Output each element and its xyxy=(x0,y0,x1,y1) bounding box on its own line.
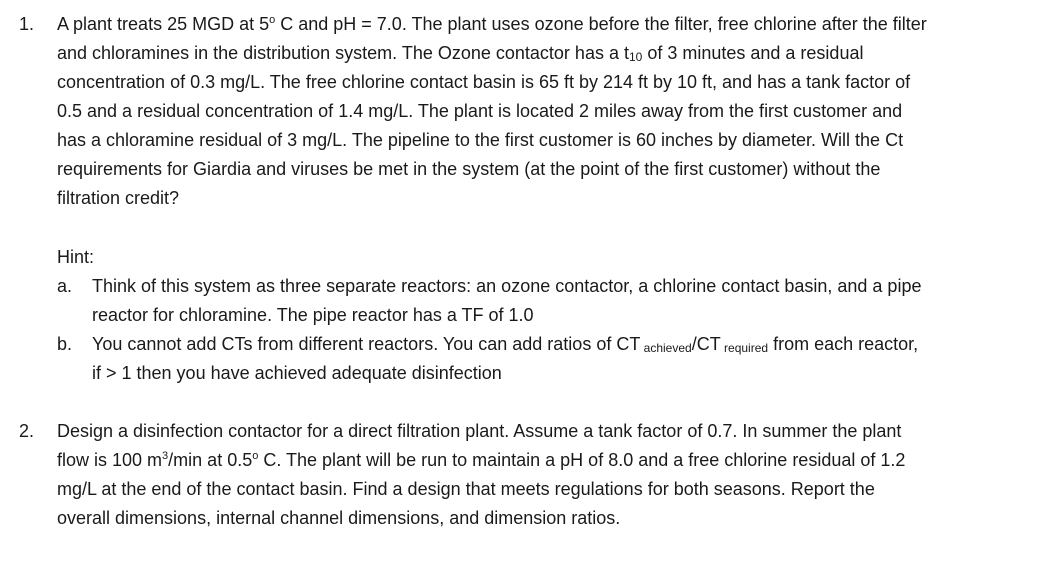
hint-a-line-1: Think of this system as three separate reactors: an ozone contactor, a chlorine contact basin, and a pipe xyxy=(92,276,922,296)
problem-1-line-1: A plant treats 25 MGD at 5$^o$ C and pH = 7.0. The plant uses ozone before the filter, free chlorine after the filter xyxy=(57,14,927,34)
hint-b-line-2: if > 1 then you have achieved adequate disinfection xyxy=(92,363,502,383)
ct-achieved-subscript: achieved xyxy=(640,341,692,355)
hint-b-letter: b. xyxy=(57,334,73,354)
hint-a-text xyxy=(92,272,1042,330)
t10-subscript: 10 xyxy=(628,50,643,64)
problem-2-line-1: Design a disinfection contactor for a direct filtration plant. Assume a tank factor of 0.7. In summer the plant xyxy=(57,421,902,441)
problem-1-line-6: requirements for Giardia and viruses be met in the system (at the point of the first customer) without the xyxy=(57,159,881,179)
degree-symbol: o xyxy=(269,14,276,26)
problem-2-line-4: overall dimensions, internal channel dimensions, and dimension ratios. xyxy=(57,508,621,528)
hint-a-letter: a. xyxy=(57,276,73,296)
hint-title: Hint: xyxy=(57,247,95,267)
problem-2-text xyxy=(57,417,1042,533)
problem-2-number: 2. xyxy=(19,421,35,441)
problem-1-number: 1. xyxy=(19,14,35,34)
problem-2-line-3: mg/L at the end of the contact basin. Find a design that meets regulations for both seasons. Report the xyxy=(57,479,875,499)
problem-1-text xyxy=(57,10,1042,213)
problem-1-line-4: 0.5 and a residual concentration of 1.4 mg/L. The plant is located 2 miles away from the first customer and xyxy=(57,101,903,121)
hint-b-text xyxy=(92,330,1042,388)
problem-1-line-2: and chloramines in the distribution system. The Ozone contactor has a $t_{10}$ of 3 minutes and a residual xyxy=(57,43,864,64)
ct-required-subscript: required xyxy=(720,341,769,355)
problem-1-line-5: has a chloramine residual of 3 mg/L. The pipeline to the first customer is 60 inches by diameter. Will the Ct xyxy=(57,130,904,150)
problem-2-line-2: flow is 100 $m^3/\min$ at 0.5$^o$ C. The plant will be run to maintain a pH of 8.0 and a free chlorine residual of 1.2 xyxy=(57,450,906,470)
problem-1-line-3: concentration of 0.3 mg/L. The free chlorine contact basin is 65 ft by 214 ft by 10 ft, and has a tank factor of xyxy=(57,72,911,92)
degree-symbol: o xyxy=(252,450,259,462)
hint-a-line-2: reactor for chloramine. The pipe reactor has a TF of 1.0 xyxy=(92,305,534,325)
hint-b-line-1: You cannot add CTs from different reactors. You can add ratios of CT $_{achieved}$/CT $_{required}$ from each reactor, xyxy=(92,334,919,355)
cubed-superscript: 3 xyxy=(162,450,169,462)
problem-1-line-7: filtration credit? xyxy=(57,188,180,208)
